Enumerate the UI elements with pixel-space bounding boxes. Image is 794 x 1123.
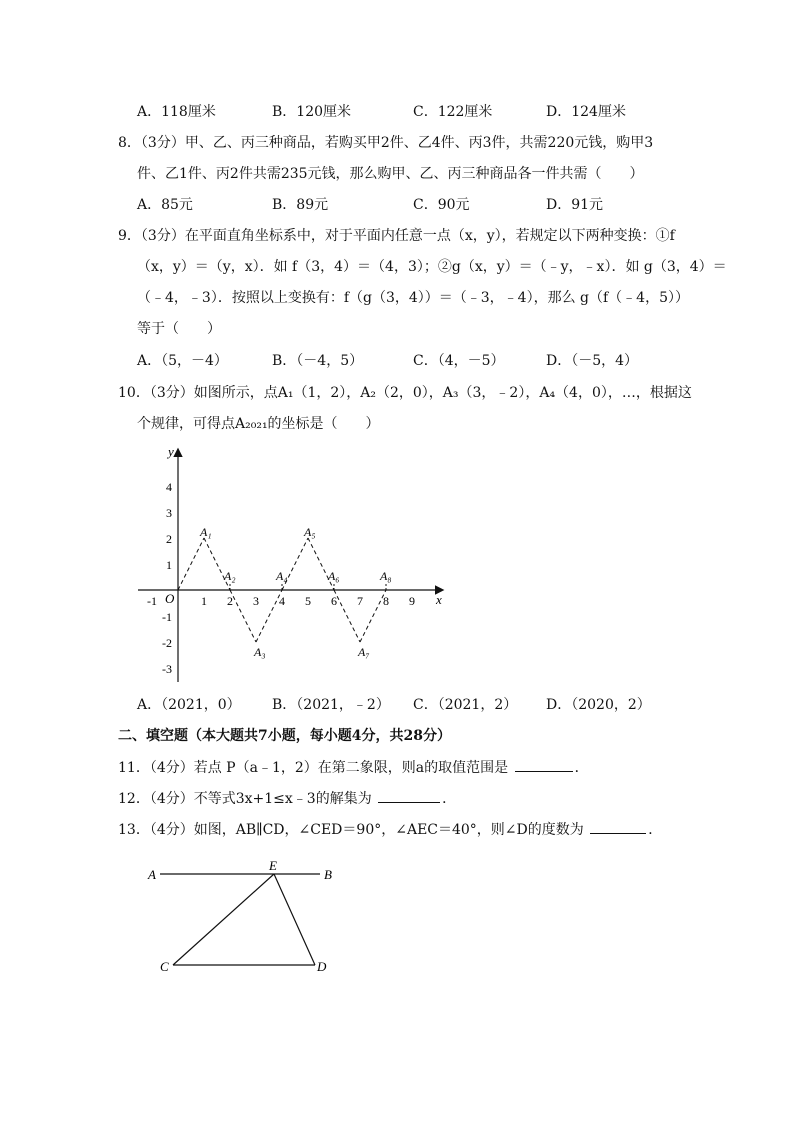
q11-text: 11．（4分）若点 P（a﹣1，2）在第二象限，则a的取值范围是 <box>118 760 509 776</box>
q10-option-b: B．（2021，﹣2） <box>272 697 390 713</box>
q13-text: 13．（4分）如图，AB∥CD，∠CED＝90°，∠AEC＝40°，则∠D的度数为 <box>118 822 584 838</box>
x-tick-label: 6 <box>331 594 337 608</box>
x-tick-label: 3 <box>253 594 259 608</box>
point-label: A₇ <box>358 645 370 659</box>
q10-coordinate-graph <box>130 442 460 692</box>
q7-option-d: D．124厘米 <box>546 104 626 120</box>
q9-stem-line1: 9．（3分）在平面直角坐标系中，对于平面内任意一点（x，y），若规定以下两种变换：①f <box>118 228 675 244</box>
q11-answer-blank[interactable] <box>515 757 573 772</box>
q12-answer-blank[interactable] <box>378 788 440 803</box>
q11-stem <box>118 757 589 778</box>
x-tick-label: -1 <box>147 594 157 608</box>
q10-option-c: C．（2021，2） <box>413 697 518 713</box>
q9-option-d: D．（－5，4） <box>546 353 639 369</box>
q7-option-a: A．118厘米 <box>137 104 216 120</box>
q10-option-d: D．（2020，2） <box>546 697 651 713</box>
section-2-heading: 二、填空题（本大题共7小题，每小题4分，共28分） <box>118 728 451 744</box>
q9-option-a: A．（5，－4） <box>137 353 228 369</box>
y-tick-label: 2 <box>166 532 172 546</box>
q7-option-c: C．122厘米 <box>413 104 493 120</box>
point-label: A₆ <box>328 569 340 583</box>
q12-text: 12．（4分）不等式3x+1≤x﹣3的解集为 <box>118 791 372 807</box>
point-label: A₈ <box>380 569 392 583</box>
y-tick-label: -1 <box>162 610 172 624</box>
x-tick-label: 5 <box>305 594 311 608</box>
zigzag-segment <box>256 590 282 642</box>
q10-stem-line1: 10．（3分）如图所示，点A₁（1，2），A₂（2，0），A₃（3，﹣2），A₄（4，0），…，根据这 <box>118 385 692 401</box>
q10-option-a: A．（2021，0） <box>137 697 241 713</box>
zigzag-segment <box>360 590 386 642</box>
q11-end: ． <box>574 760 589 776</box>
label-e: E <box>269 858 277 873</box>
q9-stem-line3: （﹣4，﹣3）．按照以上变换有：f（g（3，4））＝（﹣3，﹣4），那么 g（f（﹣4，5）） <box>137 290 689 306</box>
q8-option-b: B．89元 <box>272 197 329 213</box>
x-tick-label: 9 <box>409 594 415 608</box>
y-tick-label: -3 <box>162 662 172 676</box>
y-tick-label: 1 <box>166 558 172 572</box>
label-a: A <box>148 867 156 882</box>
label-b: B <box>324 867 332 882</box>
zigzag-segment <box>178 538 204 590</box>
q9-option-b: B．（－4，5） <box>272 353 364 369</box>
y-axis-label: y <box>168 444 174 459</box>
y-tick-label: -2 <box>162 636 172 650</box>
q12-end: ． <box>442 791 457 807</box>
segment-ed <box>274 874 315 965</box>
origin-label: O <box>165 591 175 606</box>
point-label: A₄ <box>276 569 288 583</box>
q13-answer-blank[interactable] <box>590 819 646 834</box>
q13-triangle-figure <box>140 858 340 978</box>
q8-option-a: A．85元 <box>137 197 193 213</box>
q8-stem-line2: 件、乙1件、丙2件共需235元钱，那么购甲、乙、丙三种商品各一件共需（ ） <box>137 166 644 182</box>
label-c: C <box>160 959 169 974</box>
x-axis-label: x <box>436 592 442 607</box>
x-tick-label: 8 <box>383 594 389 608</box>
q9-stem-line2: （x，y）＝（y，x）．如 f（3，4）＝（4，3）；②g（x，y）＝（﹣y，﹣x）．如 g（3，4）＝ <box>137 259 727 275</box>
q13-stem <box>118 819 662 840</box>
y-tick-label: 4 <box>166 480 172 494</box>
q9-stem-line4: 等于（ ） <box>137 321 221 337</box>
q12-stem <box>118 788 456 809</box>
q7-option-b: B．120厘米 <box>272 104 352 120</box>
q8-option-d: D．91元 <box>546 197 604 213</box>
point-label: A₃ <box>254 645 266 659</box>
label-d: D <box>317 959 327 974</box>
q10-stem-line2: 个规律，可得点A₂₀₂₁的坐标是（ ） <box>137 416 380 432</box>
point-label: A₂ <box>224 569 236 583</box>
q8-stem-line1: 8．（3分）甲、乙、丙三种商品，若购买甲2件、乙4件、丙3件，共需220元钱，购甲3 <box>118 135 654 151</box>
x-tick-label: 2 <box>227 594 233 608</box>
q8-option-c: C．90元 <box>413 197 470 213</box>
point-label: A₅ <box>304 525 316 539</box>
q9-option-c: C．（4，－5） <box>413 353 505 369</box>
x-tick-label: 7 <box>357 594 363 608</box>
segment-ec <box>173 874 274 965</box>
y-tick-label: 3 <box>166 506 172 520</box>
x-tick-label: 1 <box>201 594 207 608</box>
q13-end: ． <box>648 822 663 838</box>
point-label: A₁ <box>200 525 212 539</box>
x-tick-label: 4 <box>279 594 285 608</box>
